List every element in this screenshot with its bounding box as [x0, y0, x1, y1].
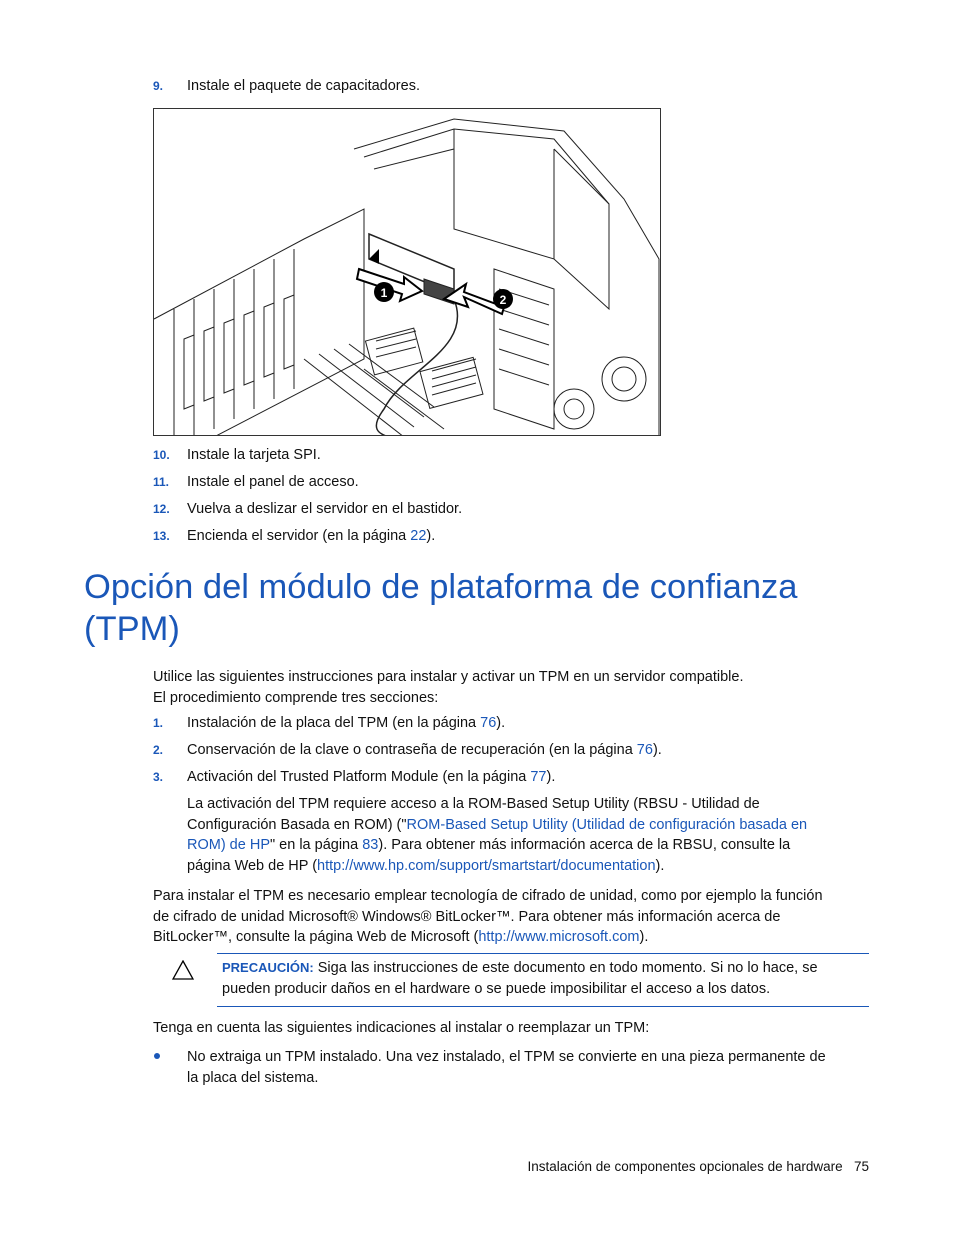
bitlocker-paragraph: Para instalar el TPM es necesario emplear tecnología de cifrado de unidad, como por ejemplo la función de cifrado de unidad Microsoft® Windows® BitLocker™. Para obtener más información acerca de BitLocker™, consulte la página Web de Microsoft (http://www.microsoft.com).	[153, 888, 823, 945]
page-link-22[interactable]: 22	[410, 528, 427, 544]
rbsu-note: La activación del TPM requiere acceso a la ROM-Based Setup Utility (RBSU - Utilidad de Configuración Basada en ROM) ("ROM-Based Setup Utility (Utilidad de configuración basada en ROM) de HP" en la página 83). Para obtener más información acerca de la RBSU, consulte la página Web de HP (http://www.hp.com/support/smartstart/documentation).	[187, 796, 808, 874]
page-link-76[interactable]: 76	[480, 715, 497, 731]
caution-label: PRECAUCIÓN:	[222, 960, 314, 975]
step-number: 12.	[153, 502, 170, 516]
item-number: 1.	[153, 716, 164, 730]
caution-triangle-icon	[172, 960, 194, 980]
server-chassis-drawing	[154, 109, 661, 436]
step-text: Instale el panel de acceso.	[187, 474, 359, 490]
bullet-item: No extraiga un TPM instalado. Una vez instalado, el TPM se convierte en una pieza permanente de la placa del sistema.	[187, 1049, 826, 1086]
microsoft-url-link[interactable]: http://www.microsoft.com	[478, 929, 640, 945]
callout-2-label: 2	[499, 293, 507, 307]
capacitor-pack-illustration	[153, 108, 661, 436]
step-text: Vuelva a deslizar el servidor en el bastidor.	[187, 501, 463, 517]
step-number: 10.	[153, 448, 170, 462]
caution-text: PRECAUCIÓN: Siga las instrucciones de este documento en todo momento. Si no lo hace, se pueden producir daños en el hardware o se puede imposibilitar el acceso a los datos.	[222, 960, 818, 997]
considerations-intro: Tenga en cuenta las siguientes indicaciones al instalar o reemplazar un TPM:	[153, 1020, 650, 1036]
heading-line-2: (TPM)	[84, 610, 180, 648]
heading-line-1: Opción del módulo de plataforma de confianza	[84, 568, 798, 606]
step-text: Encienda el servidor (en la página	[187, 528, 411, 544]
footer-chapter-title: Instalación de componentes opcionales de hardware	[527, 1159, 843, 1174]
step-number: 9.	[153, 79, 164, 93]
step-number: 11.	[153, 475, 170, 489]
step-number: 13.	[153, 529, 170, 543]
item-number: 2.	[153, 743, 164, 757]
step-text: Instale la tarjeta SPI.	[187, 447, 321, 463]
page-number: 75	[853, 1159, 869, 1174]
callout-1-label: 1	[380, 286, 388, 300]
rbsu-link[interactable]: ROM-Based Setup Utility (Utilidad de configuración basada en	[406, 816, 808, 833]
page-link-83[interactable]: 83	[362, 837, 379, 853]
page-link-77[interactable]: 77	[530, 769, 547, 785]
step-text: Instale el paquete de capacitadores.	[187, 78, 420, 94]
section-heading	[84, 566, 884, 650]
intro-paragraph: Utilice las siguientes instrucciones para instalar y activar un TPM en un servidor compatible. El procedimiento comprende tres secciones:	[153, 669, 744, 706]
rbsu-link-continued[interactable]: ROM) de HP	[187, 837, 270, 853]
page-footer	[527, 1159, 869, 1174]
page-link-76[interactable]: 76	[636, 742, 653, 758]
hp-docs-url-link[interactable]: http://www.hp.com/support/smartstart/documentation	[317, 857, 656, 874]
bullet-icon	[154, 1053, 160, 1059]
item-number: 3.	[153, 770, 164, 784]
